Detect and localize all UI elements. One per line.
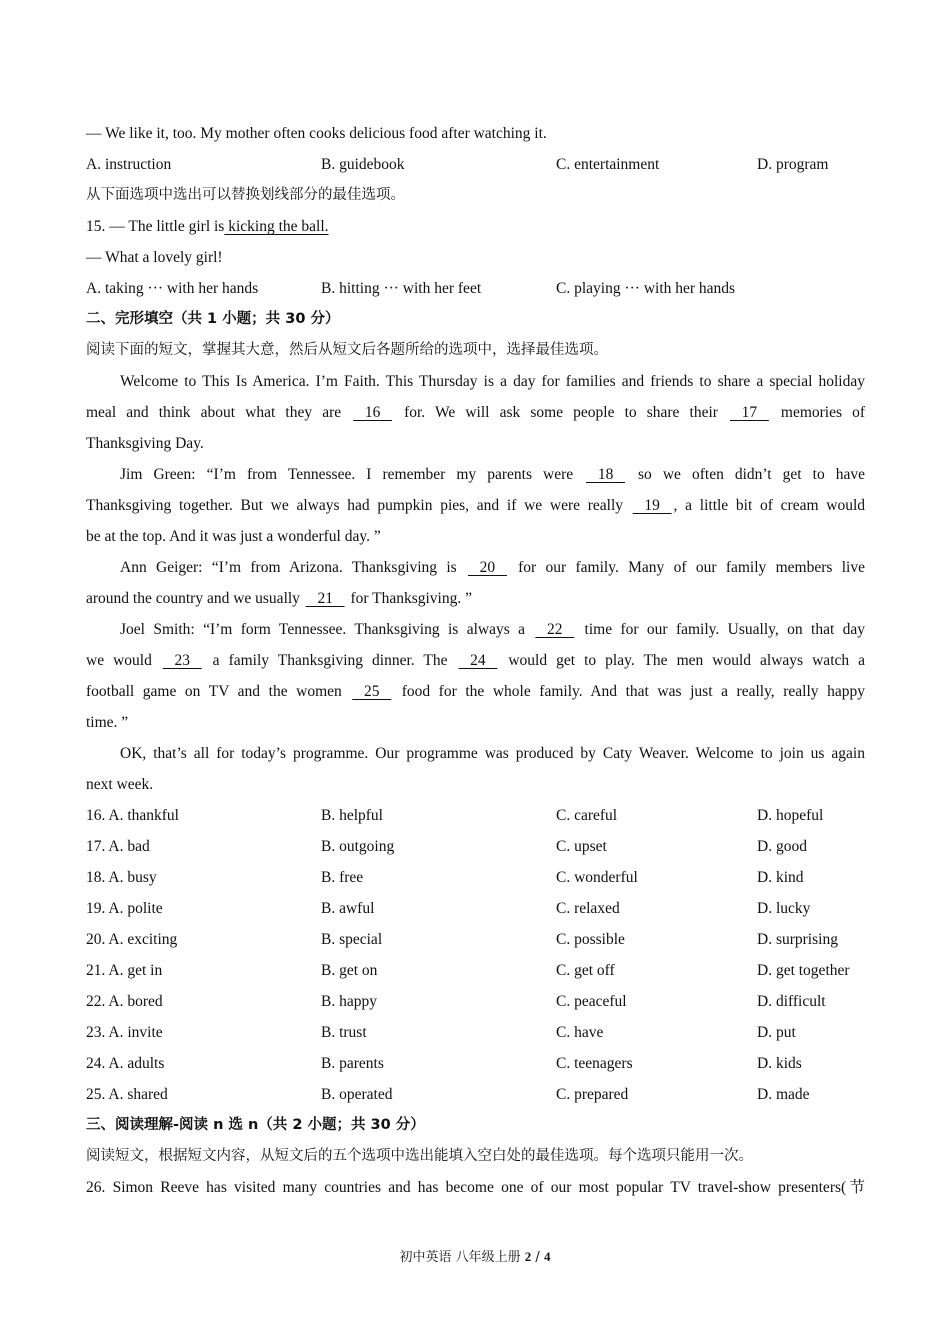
option-a: A. taking ··· with her hands [86,280,259,297]
page-number: 2 [524,1249,532,1264]
question-23: 23. A. invite B. trust C. have D. put [86,1024,796,1041]
question-16: 16. A. thankful B. helpful C. careful D. hopeful [86,807,824,824]
option-c: C. entertainment [556,156,660,173]
q15-reply: — What a lovely girl! [86,249,223,266]
question-21: 21. A. get in B. get on C. get off D. get together [86,962,850,979]
option-b: B. hitting ··· with her feet [321,280,482,297]
question-20: 20. A. exciting B. special C. possible D. surprising [86,931,838,948]
question-17: 17. A. bad B. outgoing C. upset D. good [86,838,807,855]
passage-p3-line1: Ann Geiger: “I’m from Arizona. Thanksgiving is 20 for our family. Many of our family members live [86,552,865,583]
q14-options [86,149,865,180]
blank-18: 18 [597,466,614,483]
blank-22: 22 [547,621,563,638]
option-a: A. instruction [86,156,172,173]
section3-instruction: 阅读短文，根据短文内容，从短文后的五个选项中选出能填入空白处的最佳选项。每个选项只能用一次。 [86,1148,753,1164]
question-list [86,800,865,1110]
blank-19: 19 [644,497,660,514]
question-22: 22. A. bored B. happy C. peaceful D. difficult [86,993,826,1010]
q15-prefix: 15. — The little girl is [86,218,225,235]
passage-p3-line2: around the country and we usually 21 for Thanksgiving. ” [86,583,865,614]
passage-p4-line2: we would 23 a family Thanksgiving dinner. The 24 would get to play. The men would always watch a [86,645,865,676]
passage-p1-line3: Thanksgiving Day. [86,435,204,452]
passage-p1-line2: meal and think about what they are 16 for. We will ask some people to share their 17 memories of [86,397,865,428]
question-25: 25. A. shared B. operated C. prepared D. made [86,1086,810,1103]
page-total: 4 [543,1249,551,1264]
passage-p4-line4: time. ” [86,714,129,731]
question-19: 19. A. polite B. awful C. relaxed D. lucky [86,900,811,917]
page-footer [0,1246,950,1265]
section2-title: 二、完形填空（共 1 小题；共 30 分） [86,311,340,327]
q26-start: 26. Simon Reeve has visited many countries and has become one of our most popular TV travel-show presenters(节 [86,1179,865,1196]
option-b: B. guidebook [321,156,405,173]
passage-p2-line1: Jim Green: “I’m from Tennessee. I remember my parents were 18 so we often didn’t get to have [86,459,865,490]
replace-instruction: 从下面选项中选出可以替换划线部分的最佳选项。 [86,187,405,203]
blank-16: 16 [364,404,381,421]
blank-21: 21 [317,590,333,607]
option-c: C. playing ··· with her hands [556,280,736,297]
q15-options [86,273,865,304]
q14-dialogue-line: — We like it, too. My mother often cooks delicious food after watching it. [86,125,547,142]
blank-17: 17 [741,404,758,421]
blank-24: 24 [470,652,486,669]
q15-underlined: kicking the ball. [224,218,329,235]
section3-title: 三、阅读理解-阅读 n 选 n（共 2 小题；共 30 分） [86,1117,425,1133]
passage-p2-line2: Thanksgiving together. But we always had pumpkin pies, and if we were really 19 , a little bit of cream would [86,490,865,521]
section2-instruction: 阅读下面的短文，掌握其大意，然后从短文后各题所给的选项中，选择最佳选项。 [86,342,608,358]
question-24: 24. A. adults B. parents C. teenagers D. kids [86,1055,802,1072]
passage-p4-line1: Joel Smith: “I’m form Tennessee. Thanksgiving is always a 22 time for our family. Usually, on that day [86,614,865,645]
passage-p2-line3: be at the top. And it was just a wonderful day. ” [86,528,381,545]
passage-p5-line2: next week. [86,776,154,793]
passage-p4-line3: football game on TV and the women 25 food for the whole family. And that was just a really, really happy [86,676,865,707]
footer-label: 初中英语 八年级上册 [399,1250,525,1265]
passage-p1-line1: Welcome to This Is America. I’m Faith. This Thursday is a day for families and friends to share a special holiday [120,373,865,390]
question-18: 18. A. busy B. free C. wonderful D. kind [86,869,804,886]
passage-p5-line1: OK, that’s all for today’s programme. Our programme was produced by Caty Weaver. Welcome to join us again [120,745,865,762]
document-page [86,118,865,1203]
blank-20: 20 [479,559,496,576]
footer-sep: / [531,1250,544,1265]
q15-stem [86,211,865,242]
option-d: D. program [757,156,829,173]
blank-25: 25 [363,683,380,700]
blank-23: 23 [174,652,191,669]
